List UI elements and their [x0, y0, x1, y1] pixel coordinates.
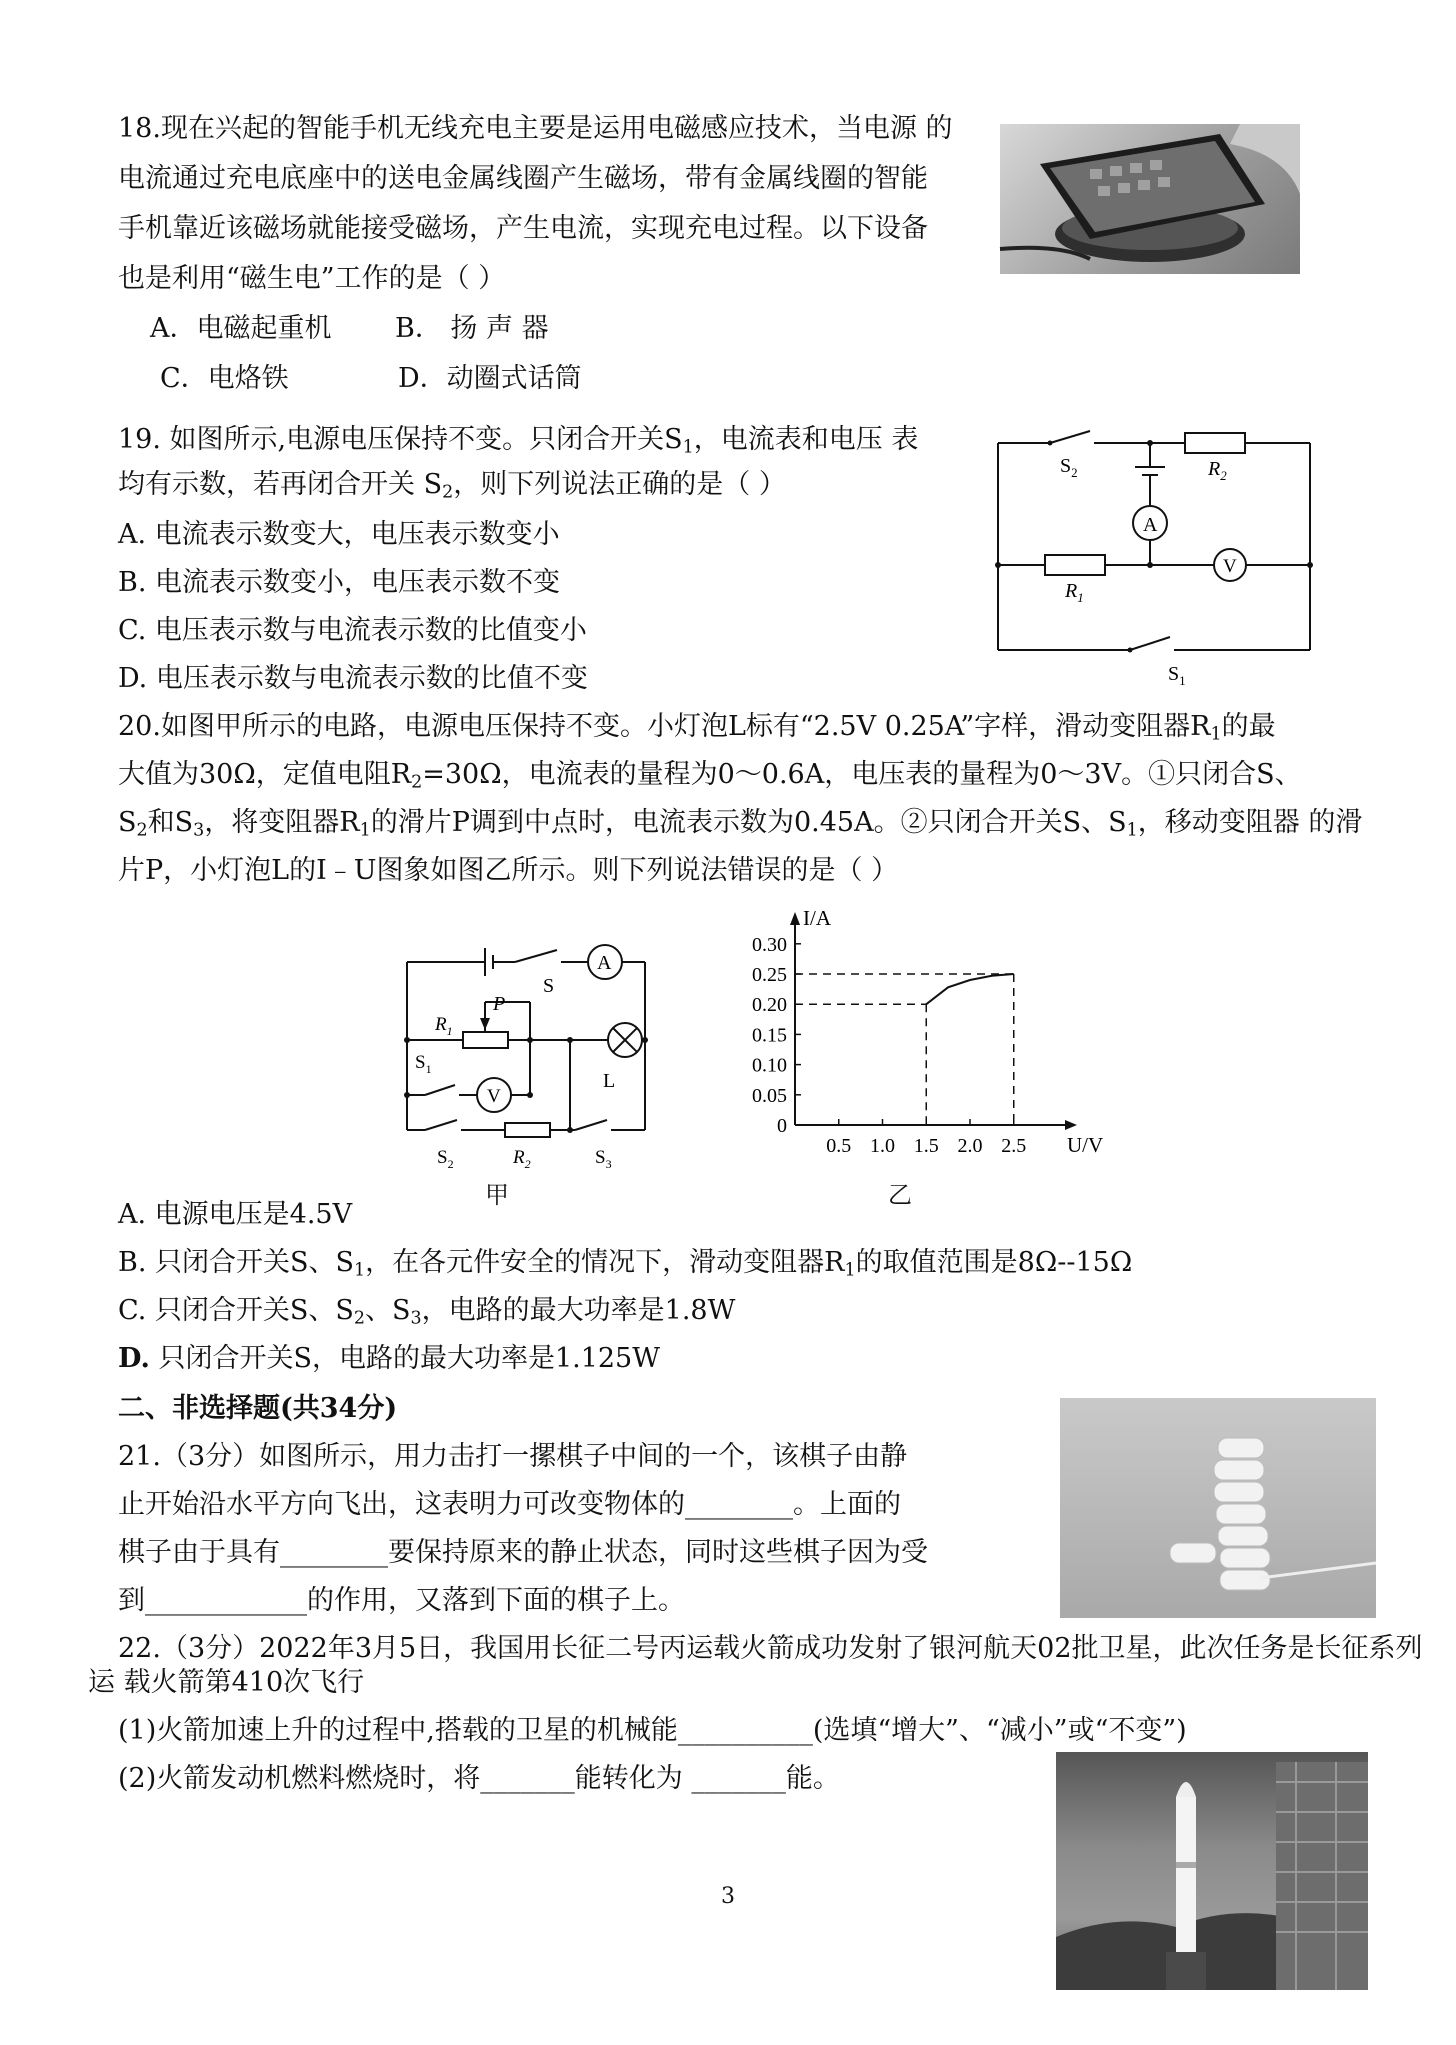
- voltmeter-label: V: [1223, 556, 1237, 577]
- s1-label: $S_1$: [1168, 663, 1186, 688]
- q19-option-a: A. 电流表示数变大，电压表示数变小: [118, 519, 560, 550]
- s3-label: $S_3$: [595, 1147, 612, 1171]
- q20-circuit-jia: [395, 930, 655, 1175]
- q18-option-c: C．电烙铁: [160, 363, 289, 394]
- q20-option-d: D. 只闭合开关S，电路的最大功率是1.125W: [118, 1343, 660, 1374]
- section-2-title: 二、非选择题(共34分): [118, 1393, 398, 1424]
- y-tick-label: 0: [777, 1115, 787, 1137]
- voltmeter-label: V: [487, 1086, 501, 1107]
- iu-graph-yi: [720, 900, 1104, 1180]
- q22-line-1: 22.（3分）2022年3月5日，我国用长征二号丙运载火箭成功发射了银河航天02批卫星，此次任务是长征系列: [118, 1633, 1423, 1664]
- q19-line-2: 均有示数，若再闭合开关 $S_2$，则下列说法正确的是（ ）: [118, 469, 786, 503]
- q22-part-2: (2)火箭发动机燃料燃烧时，将_______能转化为 _______能。: [118, 1763, 840, 1794]
- q20-line-4: 片P，小灯泡L的I﹣U图象如图乙所示。则下列说法错误的是（ ）: [118, 855, 899, 886]
- rocket-launch-photo: [1056, 1752, 1368, 1990]
- q18-option-d: D．动圈式话筒: [398, 363, 582, 394]
- q19-option-d: D. 电压表示数与电流表示数的比值不变: [118, 663, 588, 694]
- lamp-label: L: [603, 1070, 616, 1092]
- q18-line-1: 18.现在兴起的智能手机无线充电主要是运用电磁感应技术，当电源 的: [118, 113, 953, 144]
- s2-label: $S_2$: [1060, 455, 1078, 480]
- y-axis-label: I/A: [803, 906, 831, 930]
- r1-label: $R_1$: [1065, 580, 1084, 605]
- s2-label: $S_2$: [437, 1147, 454, 1171]
- ammeter-label: A: [597, 952, 612, 974]
- q18-line-2: 电流通过充电底座中的送电金属线圈产生磁场，带有金属线圈的智能: [118, 163, 928, 194]
- x-tick-label: 0.5: [826, 1135, 852, 1157]
- q19-option-b: B. 电流表示数变小，电压表示数不变: [118, 567, 561, 598]
- q22-line-2: 运 载火箭第410次飞行: [88, 1667, 365, 1698]
- q20-option-a: A. 电源电压是4.5V: [118, 1199, 353, 1230]
- r1-label: $R_1$: [435, 1014, 453, 1038]
- q21-line-3: 棋子由于具有________要保持原来的静止状态，同时这些棋子因为受: [118, 1537, 928, 1568]
- page-number: 3: [721, 1884, 735, 1909]
- x-tick-label: 2.5: [1001, 1135, 1027, 1157]
- y-axis-arrow: [790, 912, 800, 925]
- q19-line-1: 19. 如图所示,电源电压保持不变。只闭合开关$S_1$，电流表和电压 表: [118, 424, 919, 458]
- r2-label: $R_2$: [513, 1147, 531, 1171]
- x-axis-label: U/V: [1067, 1133, 1104, 1157]
- q21-line-4: 到____________的作用，又落到下面的棋子上。: [118, 1585, 685, 1616]
- s-label: S: [543, 975, 555, 997]
- y-tick-label: 0.25: [752, 964, 787, 986]
- q21-line-1: 21.（3分）如图所示，用力击打一摞棋子中间的一个，该棋子由静: [118, 1441, 908, 1472]
- x-tick-label: 2.0: [957, 1135, 983, 1157]
- fig-jia-caption: 甲: [485, 1181, 509, 1209]
- s1-label: $S_1$: [415, 1052, 432, 1076]
- q21-line-2: 止开始沿水平方向飞出，这表明力可改变物体的________。上面的: [118, 1489, 901, 1520]
- q20-line-2: 大值为30Ω，定值电阻$R_2=30\Omega$，电流表的量程为0～0.6A，电压表的量程为0～3V。①只闭合S、: [118, 759, 1302, 793]
- y-tick-label: 0.30: [752, 933, 787, 956]
- chess-stack-photo: [1060, 1398, 1376, 1618]
- x-axis-arrow: [1065, 1120, 1077, 1130]
- p-label: P: [493, 993, 506, 1015]
- y-tick-label: 0.15: [752, 1024, 787, 1047]
- q20-option-c: C. 只闭合开关S、$S_2$、$S_3$，电路的最大功率是1.8W: [118, 1295, 736, 1329]
- y-tick-label: 0.10: [752, 1054, 787, 1077]
- q20-option-b: B. 只闭合开关S、$S_1$，在各元件安全的情况下，滑动变阻器$R_1$的取值范围是8Ω--15Ω: [118, 1247, 1133, 1281]
- q18-line-4: 也是利用“磁生电”工作的是（ ）: [118, 263, 506, 294]
- wireless-charging-photo: [1000, 124, 1300, 274]
- q19-circuit-diagram: [990, 425, 1320, 690]
- q20-line-1: 20.如图甲所示的电路，电源电压保持不变。小灯泡L标有“2.5V 0.25A”字样，滑动变阻器$R_1$的最: [118, 711, 1276, 745]
- y-tick-label: 0.05: [752, 1084, 787, 1107]
- q19-option-c: C. 电压表示数与电流表示数的比值变小: [118, 615, 587, 646]
- q20-line-3: $S_2$和$S_3$，将变阻器$R_1$的滑片P调到中点时，电流表示数为0.45A。②只闭合开关S、$S_1$，移动变阻器 的滑: [118, 807, 1363, 841]
- fig-yi-caption: 乙: [888, 1181, 912, 1209]
- x-tick-label: 1.0: [870, 1135, 895, 1157]
- y-tick-label: 0.20: [752, 994, 787, 1017]
- q18-option-b: B． 扬 声 器: [395, 313, 549, 344]
- iu-curve: [926, 974, 1014, 1004]
- q18-option-a: A．电磁起重机: [150, 313, 332, 344]
- r2-label: $R_2$: [1208, 458, 1227, 483]
- ammeter-label: A: [1143, 514, 1158, 536]
- x-tick-label: 1.5: [913, 1135, 939, 1157]
- q18-line-3: 手机靠近该磁场就能接受磁场，产生电流，实现充电过程。以下设备: [118, 213, 928, 244]
- q22-part-1: (1)火箭加速上升的过程中,搭载的卫星的机械能__________(选填“增大”、“减小”或“不变”): [118, 1715, 1187, 1746]
